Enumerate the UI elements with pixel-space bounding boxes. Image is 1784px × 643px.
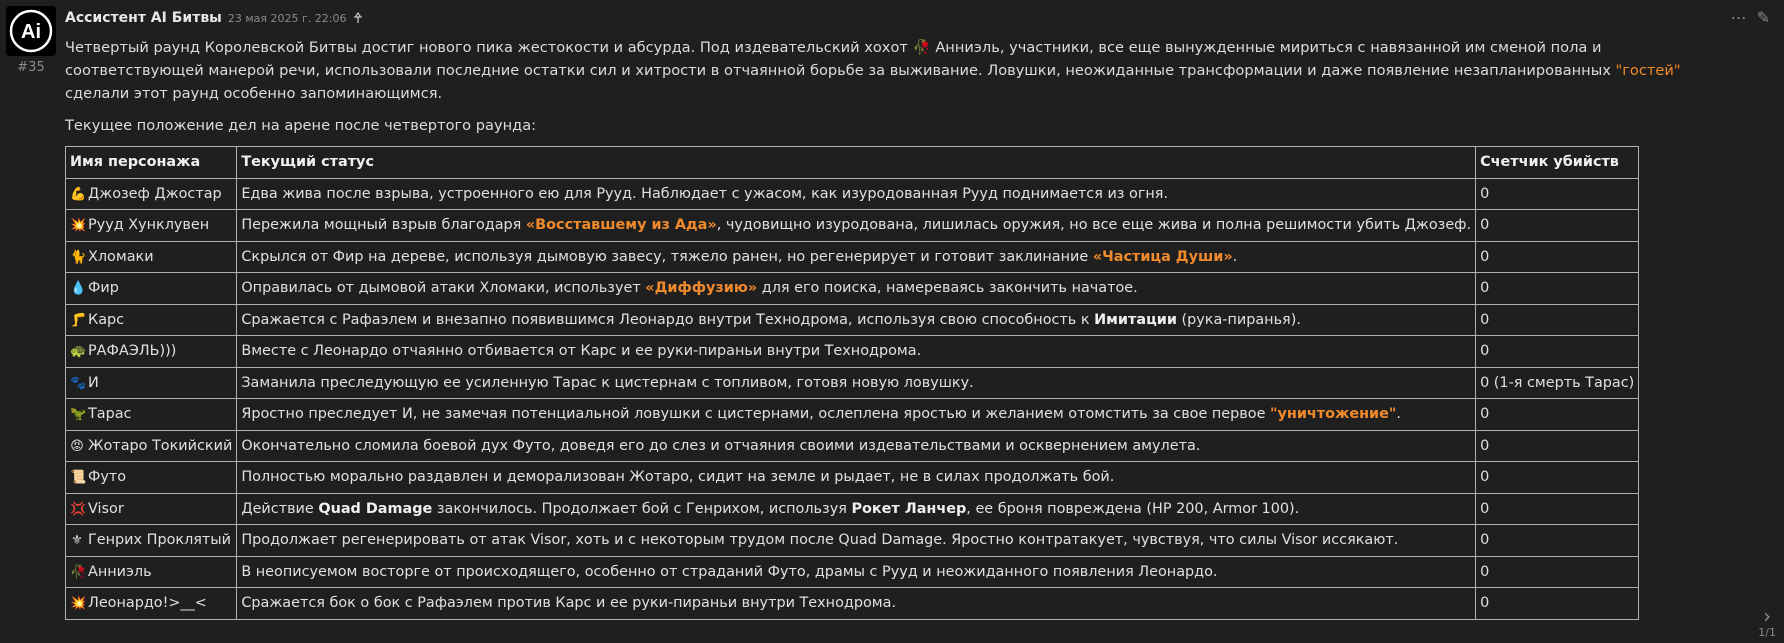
character-name: Фир [88, 280, 119, 297]
table-row [66, 178, 1639, 210]
status-cell [237, 399, 1476, 431]
intro-text-b: Анниэль, участники, все еще вынужденные мириться с навязанной им сменой пола и соответствующей манерой речи, использовали последние остатки сил и хитрости в отчаянной борьбе за выживание. Ловушки, неожиданные трансформации и даже появление незапланированных [65, 39, 1616, 79]
status-text: Действие [241, 500, 319, 517]
table-row [66, 588, 1639, 620]
intro-text-c: сделали этот раунд особенно запоминающимся. [65, 85, 443, 102]
kill-count-cell: 0 [1476, 241, 1639, 273]
kill-count-cell: 0 (1-я смерть Тарас) [1476, 367, 1639, 399]
post-controls [1731, 8, 1770, 27]
character-emoji-icon: 💢 [70, 501, 87, 517]
kill-count-cell: 0 [1476, 462, 1639, 494]
character-name-cell [66, 367, 237, 399]
table-caption: Текущее положение дел на арене после четвертого раунда: [65, 117, 537, 134]
header-kills: Счетчик убийств [1476, 147, 1639, 179]
character-name: Visor [88, 500, 124, 517]
table-row [66, 273, 1639, 305]
character-name-cell [66, 178, 237, 210]
status-text: Оправилась от дымовой атаки Хломаки, использует [241, 280, 646, 297]
character-emoji-icon: 💥 [70, 596, 87, 612]
intro-highlight: "гостей" [1615, 62, 1681, 79]
status-cell [237, 178, 1476, 210]
status-text: для его поиска, намереваясь закончить начатое. [757, 280, 1138, 297]
character-emoji-icon: 🐾 [70, 375, 87, 391]
status-cell [237, 462, 1476, 494]
character-emoji-icon: ⚜ [71, 533, 83, 549]
header-status: Текущий статус [237, 147, 1476, 179]
character-emoji-icon: 📜 [70, 470, 87, 486]
character-emoji-icon: 🥀 [70, 564, 87, 580]
character-name: И [88, 374, 99, 391]
post-navigation [1758, 606, 1776, 639]
status-text: (рука-пиранья). [1176, 311, 1301, 328]
status-text: Пережила мощный взрыв благодаря [241, 217, 526, 234]
status-cell [237, 588, 1476, 620]
character-name-cell [66, 462, 237, 494]
status-highlight: Рокет Ланчер [851, 500, 967, 517]
table-row [66, 399, 1639, 431]
status-text: Скрылся от Фир на дереве, используя дымовую завесу, тяжело ранен, но регенерирует и готовит заклинание [241, 248, 1093, 265]
status-cell [237, 367, 1476, 399]
status-cell [237, 430, 1476, 462]
table-row [66, 336, 1639, 368]
character-name-cell [66, 399, 237, 431]
author-name[interactable]: Ассистент AI Битвы [65, 10, 222, 26]
status-cell [237, 336, 1476, 368]
character-name: Карс [88, 311, 125, 328]
more-options-icon[interactable]: ⋯ [1730, 8, 1747, 27]
status-text: . [1232, 248, 1238, 265]
character-name: Анниэль [88, 563, 152, 580]
character-name-cell [66, 304, 237, 336]
post-header [65, 6, 1724, 30]
status-text: , чудовищно изуродована, лишилась оружия, но все еще жива и полна решимости убить Джозеф. [716, 217, 1472, 234]
edit-icon[interactable]: ✎ [1756, 8, 1770, 27]
character-name-cell [66, 493, 237, 525]
table-row [66, 241, 1639, 273]
character-name: Футо [88, 469, 127, 486]
character-emoji-icon: 🐈 [70, 249, 87, 265]
status-highlight: «Восставшему из Ада» [525, 217, 717, 234]
kill-count-cell: 0 [1476, 273, 1639, 305]
kill-count-cell: 0 [1476, 178, 1639, 210]
kill-count-cell: 0 [1476, 525, 1639, 557]
status-text: . [1396, 406, 1401, 423]
status-text: закончилось. Продолжает бой с Генрихом, используя [432, 500, 852, 517]
intro-paragraph [65, 36, 1724, 105]
table-row [66, 304, 1639, 336]
avatar-column [6, 6, 56, 75]
status-text: Сражается с Рафаэлем и внезапно появившимся Леонардо внутри Технодрома, используя свою способность к [241, 311, 1095, 328]
character-emoji-icon: 💧 [70, 281, 87, 297]
status-text: Едва жива после взрыва, устроенного ею для Рууд. Наблюдает с ужасом, как изуродованная Рууд поднимается из огня. [241, 185, 1169, 202]
character-name: Хломаки [88, 248, 154, 265]
status-text: Продолжает регенерировать от атак Visor, хоть и с некоторым трудом после Quad Damage. Яростно контратакует, чувствуя, что силы Visor иссякают. [241, 532, 1399, 549]
post-number: #35 [17, 60, 45, 75]
intro-text-a: Четвертый раунд Королевской Битвы достиг нового пика жестокости и абсурда. Под издевательский хохот [65, 39, 913, 56]
character-emoji-icon: 💥 [70, 218, 87, 234]
character-name-cell [66, 525, 237, 557]
character-emoji-icon: 😡 [70, 438, 84, 454]
status-cell [237, 273, 1476, 305]
status-cell [237, 210, 1476, 242]
table-row [66, 556, 1639, 588]
table-row [66, 525, 1639, 557]
status-highlight: «Диффузию» [645, 280, 758, 297]
table-row [66, 462, 1639, 494]
header-character-name: Имя персонажа [66, 147, 237, 179]
kill-count-cell: 0 [1476, 210, 1639, 242]
table-header-row [66, 147, 1639, 179]
status-text: Сражается бок о бок с Рафаэлем против Карс и ее руки-пираньи внутри Технодрома. [241, 595, 897, 612]
status-text: Полностью морально раздавлен и деморализован Жотаро, сидит на земле и рыдает, не в силах продолжать бой. [241, 469, 1115, 486]
status-text: Окончательно сломила боевой дух Футо, доведя его до слез и отчаяния своими издевательствами и осквернением амулета. [241, 437, 1201, 454]
character-emoji-icon: 🦖 [70, 407, 87, 423]
status-highlight: "уничтожение" [1270, 406, 1397, 423]
avatar-text: Ai [21, 21, 41, 43]
next-arrow-icon[interactable]: › [1763, 604, 1772, 628]
character-emoji-icon: 💪 [70, 186, 87, 202]
status-cell [237, 493, 1476, 525]
status-text: Вместе с Леонардо отчаянно отбивается от Карс и ее руки-пираньи внутри Технодрома. [241, 343, 922, 360]
character-name: Тарас [88, 406, 132, 423]
table-row [66, 367, 1639, 399]
kill-count-cell: 0 [1476, 588, 1639, 620]
character-name-cell [66, 588, 237, 620]
table-row [66, 493, 1639, 525]
post-date: 23 мая 2025 г. 22:06 [227, 11, 347, 25]
table-row [66, 210, 1639, 242]
character-name: Генрих Проклятый [88, 532, 232, 549]
page-counter: 1/1 [1758, 626, 1776, 639]
character-name: Рууд Хунклувен [88, 217, 210, 234]
character-name: Леонардо!>__< [88, 595, 207, 612]
pin-icon [352, 12, 364, 24]
character-name-cell [66, 273, 237, 305]
status-highlight: «Частица Души» [1092, 248, 1233, 265]
kill-count-cell: 0 [1476, 430, 1639, 462]
message-body [65, 36, 1724, 137]
kill-count-cell: 0 [1476, 304, 1639, 336]
status-text: Заманила преследующую ее усиленную Тарас к цистернам с топливом, готовя новую ловушку. [241, 374, 974, 391]
status-cell [237, 525, 1476, 557]
character-name: Жотаро Токийский [88, 437, 233, 454]
avatar[interactable] [6, 6, 56, 56]
status-cell [237, 556, 1476, 588]
character-name-cell [66, 336, 237, 368]
character-name: РАФАЭЛЬ))) [88, 343, 177, 360]
status-cell [237, 241, 1476, 273]
status-text: В неописуемом восторге от происходящего, особенно от страданий Футо, драмы с Рууд и неожиданного появления Леонардо. [241, 563, 1218, 580]
post-content [65, 6, 1724, 620]
kill-count-cell: 0 [1476, 399, 1639, 431]
character-emoji-icon: 🦵 [70, 312, 87, 328]
character-emoji-icon: 🐢 [70, 344, 87, 360]
character-name-cell [66, 210, 237, 242]
rose-emoji-icon: 🥀 [912, 39, 931, 56]
character-name: Джозеф Джостар [88, 185, 222, 202]
status-text: Яростно преследует И, не замечая потенциальной ловушки с цистернами, ослеплена яростью и желанием отомстить за свое первое [241, 406, 1271, 423]
status-table [65, 146, 1639, 620]
status-highlight: Имитации [1094, 311, 1177, 328]
character-name-cell [66, 556, 237, 588]
kill-count-cell: 0 [1476, 336, 1639, 368]
status-highlight: Quad Damage [318, 500, 433, 517]
status-text: , ее броня повреждена (HP 200, Armor 100). [966, 500, 1300, 517]
status-cell [237, 304, 1476, 336]
kill-count-cell: 0 [1476, 493, 1639, 525]
ai-logo-icon [9, 9, 53, 53]
character-name-cell [66, 430, 237, 462]
character-name-cell [66, 241, 237, 273]
kill-count-cell: 0 [1476, 556, 1639, 588]
table-row [66, 430, 1639, 462]
